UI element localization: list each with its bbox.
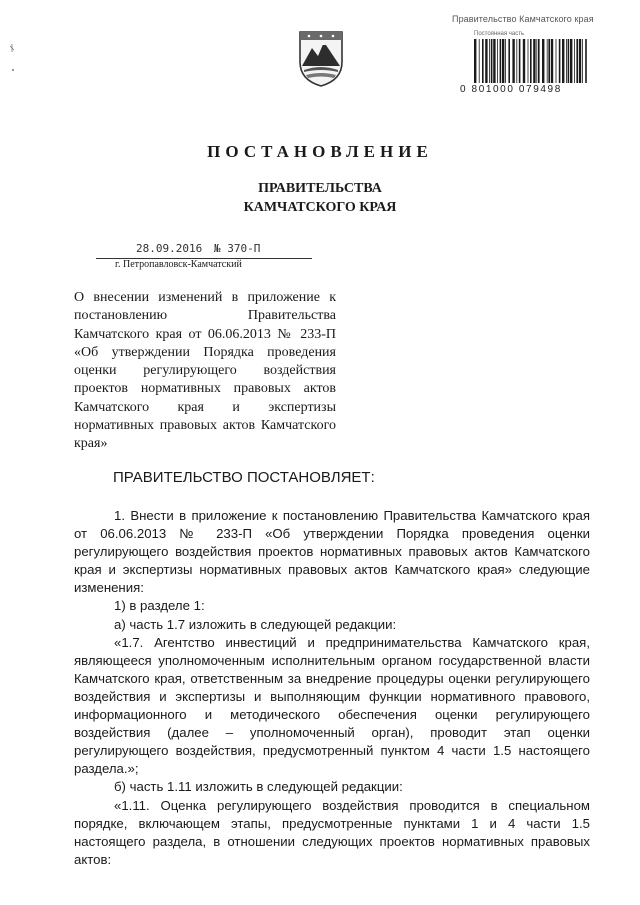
body-paragraph-4: «1.7. Агентство инвестиций и предпринимательства Камчатского края, являющееся уполномоченным исполнительным органом государственной власти Камчатского края, ответственным за внедрение процедуры оценки регулирующего воздействия и экспертизы и выполняющим функции нормативного правового, информационного и методического обеспечения оценки регулирующего воздействия (далее – уполномоченный орган), проводит этап оценки регулирующего воздействия, предусмотренный пунктом 4 части 1.5 настоящего раздела.»; xyxy=(74,634,590,777)
document-title: ПОСТАНОВЛЕНИЕ xyxy=(207,142,433,161)
body-paragraph-1: 1. Внести в приложение к постановлению Правительства Камчатского края от 06.06.2013 № 233-П «Об утверждении Порядка проведения оценки регулирующего воздействия проектов нормативных правовых актов Камчатского края и экспертизы нормативных правовых актов Камчатского края» следующие изменения: xyxy=(74,508,590,596)
subtitle-line-1: ПРАВИТЕЛЬСТВА xyxy=(258,181,382,196)
document-date: 28.09.2016 xyxy=(136,242,203,255)
date-underline xyxy=(96,242,312,259)
stamp-organization: Правительство Камчатского края xyxy=(452,14,594,24)
body-paragraph-3: а) часть 1.7 изложить в следующей редакции: xyxy=(114,616,397,632)
coat-of-arms-icon xyxy=(296,28,346,88)
document-city: г. Петропавловск-Камчатский xyxy=(115,259,242,270)
body-paragraph-5: б) часть 1.11 изложить в следующей редакции: xyxy=(114,779,403,795)
subtitle-line-2: КАМЧАТСКОГО КРАЯ xyxy=(243,200,397,215)
document-subject: О внесении изменений в приложение к постановлению Правительства Камчатского края от 06.06.2013 № 233-П «Об утверждении Порядка проведения оценки регулирующего воздействия проектов нормативных правовых актов Камчатского края и экспертизы нормативных правовых актов Камчатского края» xyxy=(74,290,336,452)
registration-stamp xyxy=(446,14,598,96)
body-paragraph-6: «1.11. Оценка регулирующего воздействия проводится в специальном порядке, включающем этапы, предусмотренные пунктами 1 и 4 части 1.5 настоящего раздела, в отношении следующих проектов нормативных правовых актов: xyxy=(74,797,590,867)
document-subtitle xyxy=(0,179,640,217)
document-body xyxy=(74,507,590,869)
barcode-number: 0 801000 079498 xyxy=(460,84,562,95)
document-number: № 370-П xyxy=(214,242,261,255)
barcode-icon xyxy=(474,39,588,83)
decree-heading: ПРАВИТЕЛЬСТВО ПОСТАНОВЛЯЕТ: xyxy=(113,469,375,486)
stamp-part-label: Постоянная часть xyxy=(474,31,525,37)
body-paragraph-2: 1) в разделе 1: xyxy=(114,598,205,614)
